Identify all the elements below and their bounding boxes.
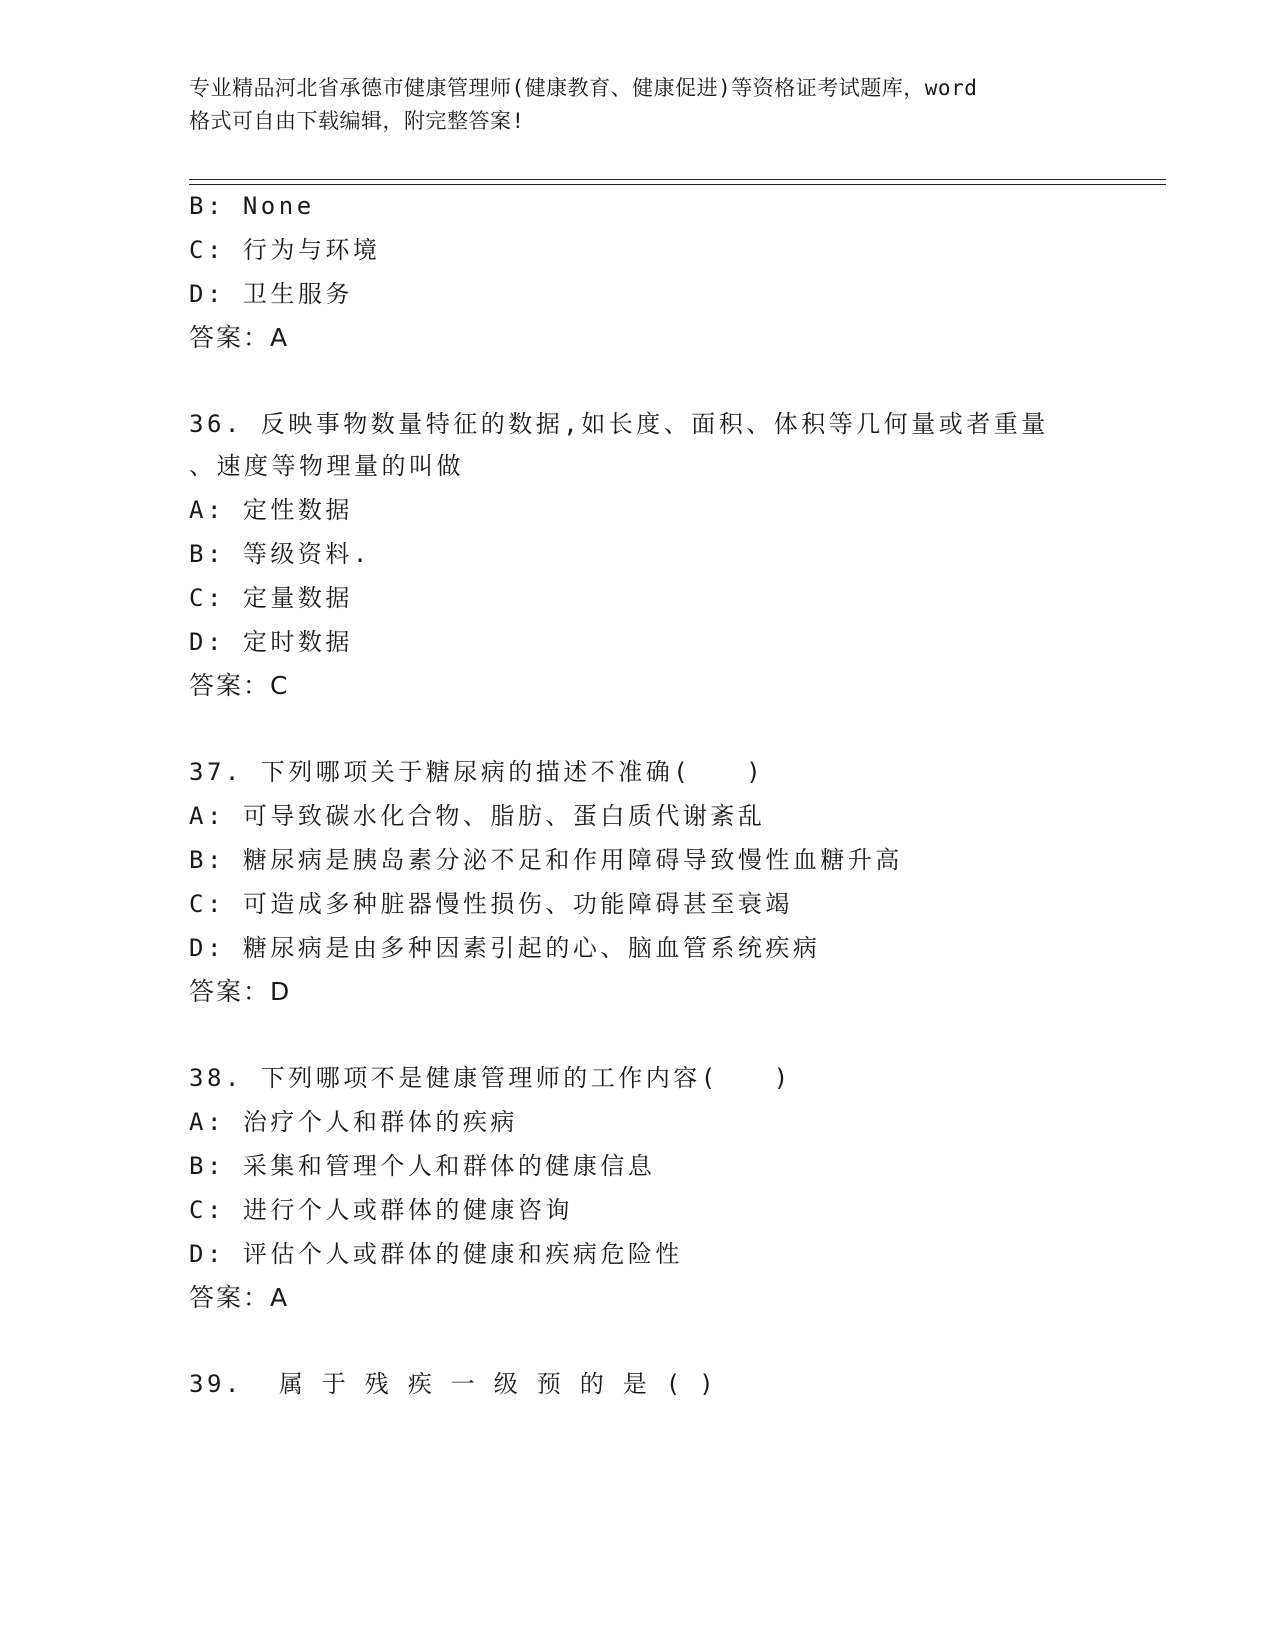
header-divider-top bbox=[189, 179, 1166, 180]
q38-answer: 答案：A bbox=[189, 1283, 290, 1312]
header-line-1: 专业精品河北省承德市健康管理师(健康教育、健康促进)等资格证考试题库，word bbox=[189, 76, 978, 100]
q36-option-b: B: 等级资料. bbox=[189, 540, 371, 568]
q37-option-c: C: 可造成多种脏器慢性损伤、功能障碍甚至衰竭 bbox=[189, 890, 793, 918]
q39-stem bbox=[189, 1368, 733, 1400]
header-divider-bottom bbox=[189, 184, 1166, 185]
q37-stem: 37. 下列哪项关于糖尿病的描述不准确( ) bbox=[189, 758, 765, 786]
q36-option-a: A: 定性数据 bbox=[189, 496, 353, 524]
q37-answer: 答案：D bbox=[189, 977, 292, 1006]
q38-option-c: C: 进行个人或群体的健康咨询 bbox=[189, 1196, 573, 1224]
q38-option-d: D: 评估个人或群体的健康和疾病危险性 bbox=[189, 1240, 683, 1268]
q37-option-d: D: 糖尿病是由多种因素引起的心、脑血管系统疾病 bbox=[189, 934, 821, 962]
header-line-2: 格式可自由下载编辑，附完整答案! bbox=[189, 109, 525, 133]
q36-answer: 答案：C bbox=[189, 671, 290, 700]
q35-option-c: C: 行为与环境 bbox=[189, 236, 381, 264]
q39-text: 属于残疾一级预的是() bbox=[278, 1370, 733, 1398]
q36-option-c: C: 定量数据 bbox=[189, 584, 353, 612]
q38-option-a: A: 治疗个人和群体的疾病 bbox=[189, 1108, 518, 1136]
document-header bbox=[189, 72, 1089, 138]
q35-option-b: B: None bbox=[189, 192, 315, 220]
q37-option-a: A: 可导致碳水化合物、脂肪、蛋白质代谢紊乱 bbox=[189, 802, 766, 830]
q39-number: 39. bbox=[189, 1370, 243, 1398]
q35-option-d: D: 卫生服务 bbox=[189, 280, 353, 308]
q35-answer: 答案：A bbox=[189, 323, 290, 352]
q38-option-b: B: 采集和管理个人和群体的健康信息 bbox=[189, 1152, 656, 1180]
q37-option-b: B: 糖尿病是胰岛素分泌不足和作用障碍导致慢性血糖升高 bbox=[189, 846, 903, 874]
q36-option-d: D: 定时数据 bbox=[189, 628, 353, 656]
q38-stem: 38. 下列哪项不是健康管理师的工作内容( ) bbox=[189, 1064, 792, 1092]
q36-stem-line-2: 、速度等物理量的叫做 bbox=[189, 452, 464, 480]
q36-stem-line-1: 36. 反映事物数量特征的数据,如长度、面积、体积等几何量或者重量 bbox=[189, 410, 1049, 438]
